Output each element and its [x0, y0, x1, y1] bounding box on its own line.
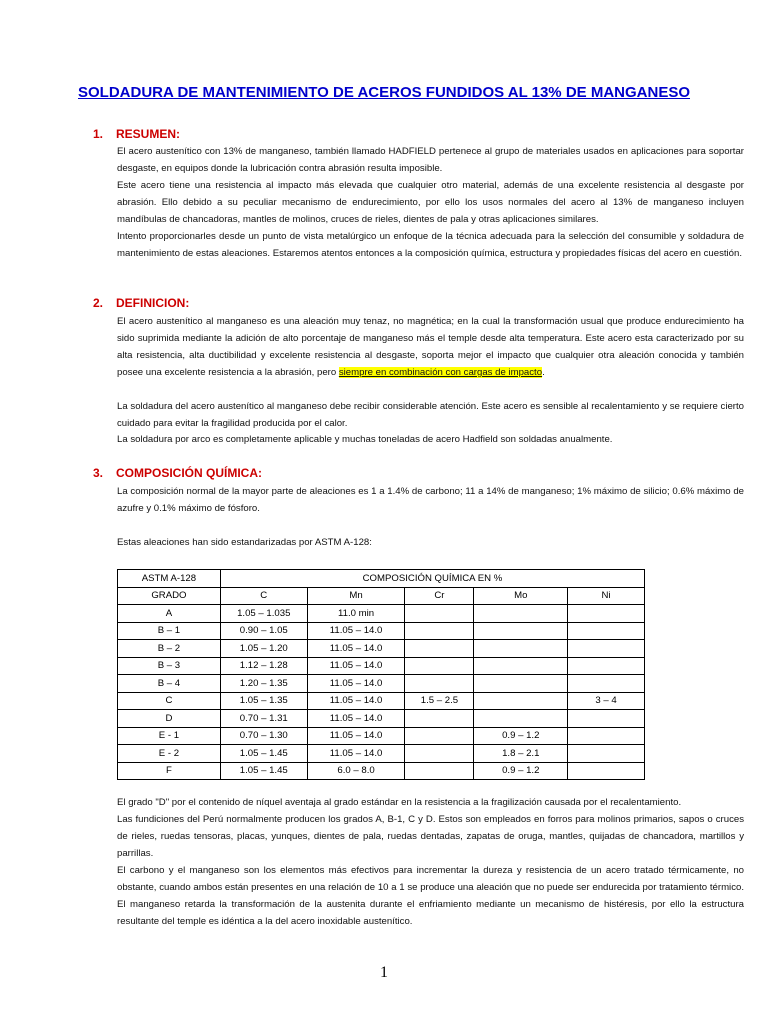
table-cell [474, 657, 568, 675]
paragraph-text: El acero austenítico al manganeso es una aleación muy tenaz, no magnética; en la cual la transformación usual que produce endurecimiento ha sido suprimida mediante la adición de alto porcentaje de manganeso más el temple desde alta temperatura. Este acero esta caracterizado por su alta resistencia, alta ductibilidad y excelente resistencia al desgaste, soporta mejor el impacto que cualquier otra aleación conocida y también posee una excelente resistencia a la abrasión, pero [117, 316, 744, 378]
section-heading-composicion [93, 466, 262, 480]
column-header: Mo [474, 587, 568, 605]
table-cell [568, 762, 645, 780]
table-cell: A [118, 605, 221, 623]
table-cell: 0.70 – 1.31 [220, 710, 307, 728]
table-cell [568, 657, 645, 675]
table-cell [405, 605, 474, 623]
table-cell [474, 605, 568, 623]
table-cell: 1.05 – 1.35 [220, 692, 307, 710]
table-cell: E - 1 [118, 727, 221, 745]
page-number: 1 [380, 964, 388, 981]
table-cell: 11.05 – 14.0 [307, 745, 405, 763]
table-cell [568, 622, 645, 640]
table-cell [405, 727, 474, 745]
column-header: Cr [405, 587, 474, 605]
section-title: DEFINICION: [116, 296, 190, 310]
table-row [118, 710, 645, 728]
table-cell: 1.12 – 1.28 [220, 657, 307, 675]
table-cell: 0.90 – 1.05 [220, 622, 307, 640]
table-cell: 11.05 – 14.0 [307, 710, 405, 728]
table-cell: 11.05 – 14.0 [307, 657, 405, 675]
paragraph: Las fundiciones del Perú normalmente producen los grados A, B-1, C y D. Estos son empleados en forros para molinos primarios, sapos o cruces de rieles, ruedas tensoras, placas, yunques, dientes de pala, ruedas dentadas, zapatas de oruga, mantles, quijadas de chancadora, martillos y parrillas. [117, 814, 744, 859]
section-title: RESUMEN: [116, 127, 181, 141]
column-header: Ni [568, 587, 645, 605]
table-row [118, 675, 645, 693]
paragraph [117, 313, 744, 381]
table-row [118, 762, 645, 780]
table-cell [405, 675, 474, 693]
table-cell [568, 710, 645, 728]
table-row [118, 692, 645, 710]
table-cell: C [118, 692, 221, 710]
table-cell: 1.05 – 1.45 [220, 745, 307, 763]
table-cell [405, 640, 474, 658]
table-cell: 0.9 – 1.2 [474, 762, 568, 780]
table-cell: 3 – 4 [568, 692, 645, 710]
paragraph-text: . [542, 367, 545, 378]
table-cell: 1.20 – 1.35 [220, 675, 307, 693]
paragraph: La soldadura por arco es completamente aplicable y muchas toneladas de acero Hadfield son soldadas anualmente. [117, 434, 613, 445]
table-cell [405, 710, 474, 728]
table-cell [405, 762, 474, 780]
section-title: COMPOSICIÓN QUÍMICA: [116, 466, 262, 480]
table-cell: 11.05 – 14.0 [307, 692, 405, 710]
table-cell: D [118, 710, 221, 728]
table-cell: 11.0 min [307, 605, 405, 623]
column-header: GRADO [118, 587, 221, 605]
section-number: 2. [93, 296, 104, 310]
table-cell: 1.05 – 1.035 [220, 605, 307, 623]
table-cell: 1.05 – 1.45 [220, 762, 307, 780]
table-cell [568, 605, 645, 623]
table-cell [474, 640, 568, 658]
table-cell: 0.9 – 1.2 [474, 727, 568, 745]
table-row [118, 622, 645, 640]
table-cell: B – 2 [118, 640, 221, 658]
table-cell [474, 692, 568, 710]
paragraph: La composición normal de la mayor parte de aleaciones es 1 a 1.4% de carbono; 11 a 14% de manganeso; 1% máximo de silicio; 0.6% máximo de azufre y 0.1% máximo de fósforo. [117, 486, 744, 514]
section-heading-definicion [93, 296, 189, 310]
table-cell [474, 675, 568, 693]
section-heading-resumen [93, 127, 180, 141]
table-cell: 11.05 – 14.0 [307, 640, 405, 658]
astm-composition-table [117, 569, 645, 780]
table-column-header-row [118, 587, 645, 605]
table-header-cell: ASTM A-128 [118, 570, 221, 588]
table-row [118, 727, 645, 745]
table-cell: 1.05 – 1.20 [220, 640, 307, 658]
table-header-row [118, 570, 645, 588]
table-cell [568, 675, 645, 693]
table-cell: 6.0 – 8.0 [307, 762, 405, 780]
table-cell [474, 710, 568, 728]
section-number: 3. [93, 466, 104, 480]
table-cell: B – 3 [118, 657, 221, 675]
paragraph: El grado "D" por el contenido de níquel aventaja al grado estándar en la resistencia a la fragilización causada por el recalentamiento. [117, 797, 682, 808]
document-title: SOLDADURA DE MANTENIMIENTO DE ACEROS FUNDIDOS AL 13% DE MANGANESO [78, 84, 690, 101]
table-cell [568, 640, 645, 658]
table-cell: 1.5 – 2.5 [405, 692, 474, 710]
paragraph: Este acero tiene una resistencia al impacto más elevada que cualquier otro material, además de una excelente resistencia al desgaste por abrasión. Ello debido a su peculiar mecanismo de endurecimiento, por ello los usos normales del acero al 13% de manganeso incluyen mandíbulas de chancadoras, mantles de molinos, cruces de rieles, dientes de pala y otras aplicaciones similares. [117, 180, 744, 225]
table-cell [474, 622, 568, 640]
highlighted-text: siempre en combinación con cargas de impacto [338, 367, 543, 378]
table-cell [405, 657, 474, 675]
table-cell [568, 745, 645, 763]
column-header: Mn [307, 587, 405, 605]
paragraph: Estas aleaciones han sido estandarizadas por ASTM A-128: [117, 537, 372, 548]
column-header: C [220, 587, 307, 605]
paragraph: El acero austenítico con 13% de manganeso, también llamado HADFIELD pertenece al grupo de materiales usados en aplicaciones para soportar desgaste, en equipos donde la lubricación contra abrasión resulta imposible. [117, 146, 744, 174]
table-header-cell: COMPOSICIÓN QUÍMICA EN % [220, 570, 644, 588]
paragraph: La soldadura del acero austenítico al manganeso debe recibir considerable atención. Este acero es sensible al recalentamiento y se requiere cierto cuidado para evitar la fragilidad producida por el calor. [117, 401, 744, 429]
table-cell: 11.05 – 14.0 [307, 622, 405, 640]
table-row [118, 640, 645, 658]
section-number: 1. [93, 127, 104, 141]
paragraph: Intento proporcionarles desde un punto de vista metalúrgico un enfoque de la técnica adecuada para la selección del consumible y soldadura de mantenimiento de estas aleaciones. Estaremos atentos entonces a la composición química, estructura y propiedades físicas del acero en cuestión. [117, 231, 744, 259]
table-cell: 1.8 – 2.1 [474, 745, 568, 763]
table-cell [405, 745, 474, 763]
table-cell [405, 622, 474, 640]
table-cell: B – 4 [118, 675, 221, 693]
table-row [118, 745, 645, 763]
table-cell: B – 1 [118, 622, 221, 640]
table-row [118, 657, 645, 675]
table-row [118, 605, 645, 623]
table-cell: 11.05 – 14.0 [307, 675, 405, 693]
paragraph: El carbono y el manganeso son los elementos más efectivos para incrementar la dureza y resistencia de un acero tratado térmicamente, no obstante, cuando ambos están presentes en una relación de 10 a 1 se produce una aleación que no puede ser endurecida por tratamiento térmico. El manganeso retarda la transformación de la austenita durante el enfriamiento mediante un mecanismo de histéresis, por ello la estructura resultante del temple es idéntica a la del acero inoxidable austenítico. [117, 865, 744, 927]
table-cell: 0.70 – 1.30 [220, 727, 307, 745]
table-cell: E - 2 [118, 745, 221, 763]
table-cell: F [118, 762, 221, 780]
table-cell: 11.05 – 14.0 [307, 727, 405, 745]
table-cell [568, 727, 645, 745]
